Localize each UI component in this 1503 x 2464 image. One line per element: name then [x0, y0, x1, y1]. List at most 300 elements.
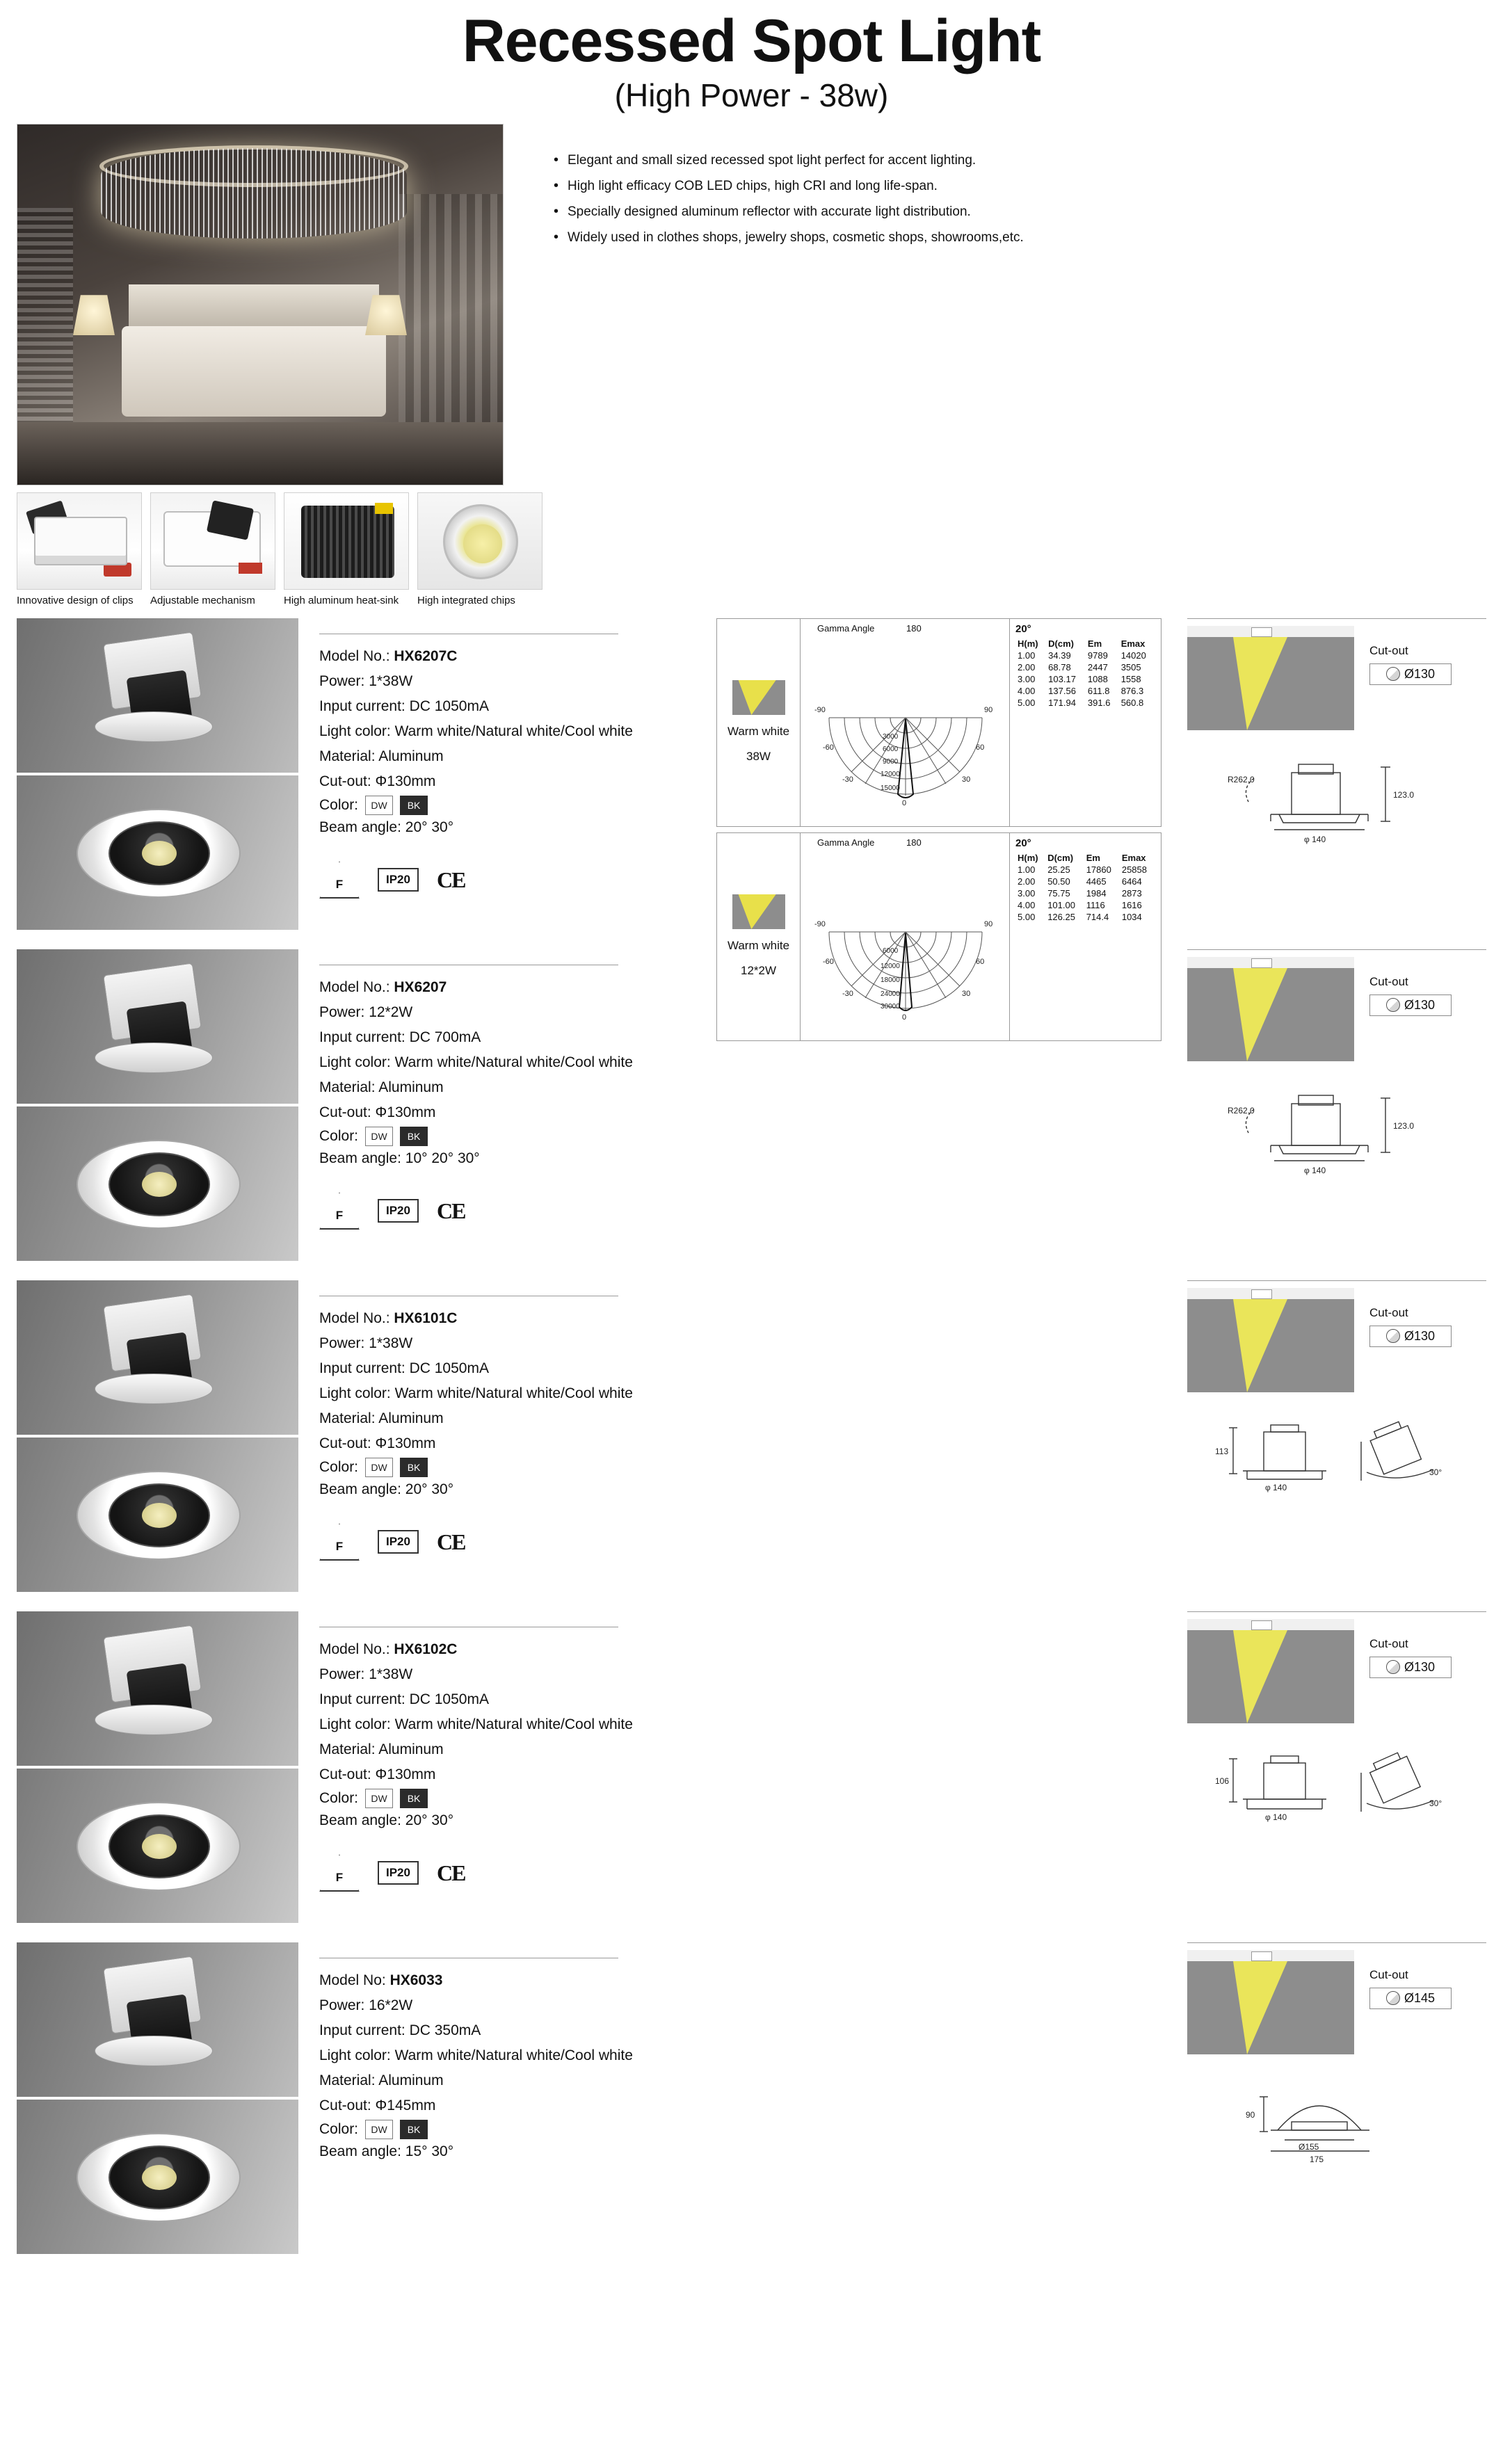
spec-beam-label: Beam angle: — [319, 1812, 401, 1829]
spec-beam-value: 20° 30° — [405, 819, 454, 836]
light-cone — [1233, 1630, 1287, 1723]
cell: 2873 — [1121, 887, 1142, 899]
fixture-illustration — [65, 1631, 239, 1746]
spec-power-value: 1*38W — [369, 1335, 413, 1351]
spec-current-value: DC 1050mA — [409, 1360, 489, 1376]
spec-color-label: Color: — [319, 1790, 359, 1807]
spec-power — [319, 1662, 660, 1687]
spec-current — [319, 2018, 660, 2043]
f-mark-icon: F — [319, 1192, 360, 1230]
led-chip — [142, 1834, 177, 1859]
ip-rating-badge: IP20 — [378, 1861, 419, 1885]
cell: 17860 — [1086, 864, 1111, 875]
ip-rating-badge: IP20 — [378, 868, 419, 892]
beam-diagram — [1187, 1280, 1486, 1412]
color-swatch-bk[interactable]: BK — [400, 1127, 428, 1146]
light-cone — [1233, 637, 1287, 730]
cutout-title: Cut-out — [1369, 1636, 1408, 1650]
spec-cutout-label: Cut-out: — [319, 773, 371, 790]
spec-model-value: HX6101C — [394, 1310, 458, 1326]
cutout-title: Cut-out — [1369, 974, 1408, 988]
gamma-180-label: 180 — [906, 837, 922, 848]
spec-material-value: Aluminum — [378, 1741, 444, 1757]
spec-cutout — [319, 1431, 660, 1456]
svg-text:R262.0: R262.0 — [1228, 1105, 1255, 1116]
product-photo-side — [17, 618, 298, 773]
spec-color-label: Color: — [319, 1128, 359, 1145]
color-swatch-dw[interactable]: DW — [365, 2120, 393, 2139]
color-swatch-dw[interactable]: DW — [365, 1458, 393, 1477]
svg-text:0: 0 — [902, 798, 907, 807]
spec-cutout — [319, 1762, 660, 1787]
product-photo-front — [17, 1769, 298, 1923]
accent-mark — [239, 563, 262, 574]
cell: 2.00 — [1018, 876, 1036, 887]
col-header: Emax — [1120, 638, 1146, 649]
col-header: Emax — [1121, 852, 1146, 863]
bullet-item: • Widely used in clothes shops, jewelry shops, cosmetic shops, showrooms,etc. — [552, 225, 1503, 250]
spec-power-value: 16*2W — [369, 1997, 413, 2013]
f-mark-icon: F — [319, 1854, 360, 1892]
product-photos — [17, 618, 298, 945]
cell: 4.00 — [1018, 899, 1036, 910]
beam-diagram — [1187, 949, 1486, 1081]
color-swatch-bk[interactable]: BK — [400, 796, 428, 815]
heatsink-fins — [301, 506, 394, 578]
svg-text:φ 140: φ 140 — [1304, 1165, 1326, 1175]
spec-cutout-value: Φ130mm — [375, 1435, 436, 1452]
light-cone — [1233, 968, 1287, 1061]
led-chip — [142, 841, 177, 866]
table-row — [1015, 864, 1155, 876]
cutout-title: Cut-out — [1369, 1967, 1408, 1981]
spec-current-value: DC 1050mA — [409, 1691, 489, 1707]
svg-text:-30: -30 — [842, 775, 853, 784]
spec-material-label: Material: — [319, 1079, 376, 1095]
spec-cutout-value: Φ130mm — [375, 1104, 436, 1121]
cell: 3505 — [1120, 661, 1141, 673]
spec-model-label: Model No.: — [319, 647, 390, 664]
cutout-hole-icon — [1386, 998, 1400, 1012]
table-row — [1015, 887, 1155, 899]
spec-cutout — [319, 769, 660, 794]
svg-text:90: 90 — [1246, 2109, 1255, 2120]
spec-material-value: Aluminum — [378, 1079, 444, 1095]
spec-current — [319, 694, 660, 719]
cell: 876.3 — [1120, 685, 1144, 696]
spec-lightcolor-value: Warm white/Natural white/Cool white — [394, 723, 633, 739]
spec-material-label: Material: — [319, 2072, 376, 2088]
spec-beam — [319, 2139, 660, 2164]
spec-color — [319, 2120, 660, 2139]
cutout-value-badge — [1369, 1326, 1452, 1347]
spec-material-value: Aluminum — [378, 2072, 444, 2088]
gamma-angle-label: Gamma Angle — [817, 837, 875, 848]
cell: 1088 — [1087, 673, 1108, 684]
svg-text:90: 90 — [984, 705, 993, 714]
chandelier-crystals — [101, 148, 407, 239]
cell: 714.4 — [1086, 911, 1109, 922]
cell: 1984 — [1086, 887, 1107, 899]
cob-chip-icon — [417, 492, 542, 590]
product-photos — [17, 1611, 298, 1938]
spec-lightcolor — [319, 1712, 660, 1737]
dimension-drawing — [1187, 1745, 1486, 1849]
gamma-180-label: 180 — [906, 622, 922, 634]
spec-lightcolor-value: Warm white/Natural white/Cool white — [394, 1054, 633, 1070]
svg-text:15000: 15000 — [881, 784, 900, 792]
svg-text:-30: -30 — [842, 989, 853, 998]
color-swatch-bk[interactable]: BK — [400, 1458, 428, 1477]
spec-model — [319, 644, 660, 669]
spec-power-label: Power: — [319, 1997, 365, 2013]
led-chip — [142, 1172, 177, 1197]
cell: 1616 — [1121, 899, 1142, 910]
svg-text:9000: 9000 — [883, 757, 899, 766]
cell: 6464 — [1121, 876, 1142, 887]
color-swatch-dw[interactable]: DW — [365, 1127, 393, 1146]
svg-text:φ 140: φ 140 — [1265, 1482, 1287, 1492]
cell: 3.00 — [1018, 673, 1036, 684]
svg-text:30°: 30° — [1429, 1798, 1442, 1808]
color-swatch-bk[interactable]: BK — [400, 2120, 428, 2139]
spec-cutout-value: Φ130mm — [375, 773, 436, 790]
spec-color — [319, 796, 660, 815]
accent-mark — [375, 503, 393, 514]
cutout-value-badge — [1369, 995, 1452, 1016]
bedside-lamp-left — [73, 295, 115, 335]
cell: 5.00 — [1018, 697, 1036, 708]
spec-cutout — [319, 1100, 660, 1125]
product-specs — [298, 1942, 660, 2269]
cutout-size: Ø130 — [1404, 1659, 1436, 1674]
cell: 68.78 — [1048, 661, 1071, 673]
dimension-drawing — [1187, 1414, 1486, 1518]
col-header: D(cm) — [1047, 852, 1074, 863]
table-row — [1015, 650, 1155, 661]
cutout-hole-icon — [1386, 1329, 1400, 1343]
spec-current — [319, 1356, 660, 1381]
ip-rating-badge: IP20 — [378, 1530, 419, 1554]
svg-text:6000: 6000 — [883, 745, 899, 753]
spec-color — [319, 1458, 660, 1477]
table-header-row — [1015, 852, 1155, 864]
cell: 611.8 — [1087, 685, 1110, 696]
spec-model — [319, 1306, 660, 1331]
svg-text:0: 0 — [902, 1013, 907, 1022]
spec-lightcolor-label: Light color: — [319, 1385, 391, 1401]
fixture-illustration — [65, 1962, 239, 2077]
spec-material — [319, 1406, 660, 1431]
fixture-trim-ring — [95, 1042, 213, 1073]
spec-material-label: Material: — [319, 1741, 376, 1757]
spec-lightcolor-value: Warm white/Natural white/Cool white — [394, 2047, 633, 2063]
table-row — [1015, 661, 1155, 673]
svg-text:12000: 12000 — [881, 962, 900, 970]
spec-beam — [319, 815, 660, 840]
certification-row — [319, 861, 660, 899]
cell: 1.00 — [1018, 864, 1036, 875]
spec-beam-value: 10° 20° 30° — [405, 1150, 480, 1167]
spec-current-label: Input current: — [319, 2022, 405, 2038]
cell: 50.50 — [1047, 876, 1070, 887]
svg-text:113: 113 — [1215, 1446, 1229, 1456]
spec-lightcolor-label: Light color: — [319, 1716, 391, 1732]
polar-diagram — [801, 619, 1009, 826]
fixture-illustration — [65, 1300, 239, 1415]
fixture-trim-ring — [95, 1705, 213, 1735]
table-row — [1015, 876, 1155, 887]
spec-current-label: Input current: — [319, 698, 405, 714]
spec-beam-value: 20° 30° — [405, 1481, 454, 1498]
cell: 103.17 — [1048, 673, 1076, 684]
feature-thumbnails — [0, 485, 1503, 608]
cell: 126.25 — [1047, 911, 1075, 922]
svg-text:φ 140: φ 140 — [1265, 1812, 1287, 1822]
product-photo-front — [17, 1106, 298, 1261]
svg-text:30: 30 — [962, 775, 971, 784]
light-cone — [1233, 1299, 1287, 1392]
spec-material — [319, 744, 660, 769]
fixture-trim-ring — [95, 1374, 213, 1404]
svg-text:24000: 24000 — [881, 990, 900, 998]
feature-caption: High integrated chips — [417, 595, 515, 607]
spec-beam — [319, 1477, 660, 1502]
spec-color-label: Color: — [319, 2121, 359, 2138]
spec-beam-label: Beam angle: — [319, 1481, 401, 1498]
cell: 2.00 — [1018, 661, 1036, 673]
spec-lightcolor — [319, 2043, 660, 2068]
beam-diagram — [1187, 1942, 1486, 2075]
product-photo-front — [17, 775, 298, 930]
table-row — [1015, 697, 1155, 709]
spec-power-label: Power: — [319, 1004, 365, 1020]
cutout-info — [1354, 1612, 1452, 1744]
svg-text:6000: 6000 — [883, 947, 899, 955]
cutout-hole-icon — [1386, 1991, 1400, 2005]
col-header: H(m) — [1018, 852, 1038, 863]
beam-and-dimension-diagrams — [1187, 618, 1486, 856]
fixture-symbol — [1251, 1951, 1272, 1961]
cell: 1034 — [1121, 911, 1142, 922]
beam-and-dimension-diagrams — [1187, 1611, 1486, 1849]
cell: 171.94 — [1048, 697, 1076, 708]
spec-model-value: HX6207C — [394, 647, 458, 664]
cell: 560.8 — [1120, 697, 1144, 708]
spec-current — [319, 1025, 660, 1050]
feature-item — [284, 492, 409, 608]
beam-illustration — [1187, 1950, 1354, 2054]
beam-and-dimension-diagrams — [1187, 1280, 1486, 1518]
beam-distribution-icon — [732, 680, 785, 715]
spec-cutout — [319, 2093, 660, 2118]
clip-part — [26, 501, 69, 535]
spec-material-label: Material: — [319, 748, 376, 764]
cutout-size: Ø145 — [1404, 1990, 1436, 2005]
led-chip — [142, 2165, 177, 2190]
svg-text:-90: -90 — [814, 919, 826, 928]
beam-illustration — [1187, 626, 1354, 730]
cutout-value-badge — [1369, 663, 1452, 685]
spec-current-label: Input current: — [319, 1360, 405, 1376]
fixture-symbol — [1251, 1620, 1272, 1630]
beam-distribution-icon — [732, 894, 785, 929]
spec-lightcolor — [319, 719, 660, 744]
product-photos — [17, 1942, 298, 2269]
col-header: Em — [1086, 852, 1100, 863]
svg-text:123.0: 123.0 — [1393, 789, 1415, 800]
spec-lightcolor-value: Warm white/Natural white/Cool white — [394, 1716, 633, 1732]
beam-illustration — [1187, 1288, 1354, 1392]
fixture-illustration — [65, 638, 239, 752]
spec-lightcolor — [319, 1050, 660, 1075]
light-cone — [1233, 1961, 1287, 2054]
hero-section — [0, 124, 1503, 485]
spec-power-value: 12*2W — [369, 1004, 413, 1020]
photometric-wattage: 12*2W — [740, 963, 777, 977]
spec-material-value: Aluminum — [378, 1410, 444, 1426]
spec-cutout-label: Cut-out: — [319, 2097, 371, 2114]
cell: 1116 — [1086, 899, 1105, 910]
product-photos — [17, 949, 298, 1276]
bullet-item: • High light efficacy COB LED chips, high CRI and long life-span. — [552, 173, 1503, 199]
feature-bullet-list — [504, 135, 1503, 250]
product-specs — [298, 618, 660, 945]
spec-material-label: Material: — [319, 1410, 376, 1426]
spec-power — [319, 669, 660, 694]
certification-row — [319, 1854, 660, 1892]
table-row — [1015, 685, 1155, 697]
cell: 25858 — [1121, 864, 1147, 875]
cell: 1.00 — [1018, 650, 1036, 661]
spec-current-value: DC 1050mA — [409, 698, 489, 714]
product-specs — [298, 949, 660, 1276]
adjustable-mechanism-icon — [150, 492, 275, 590]
spec-current-value: DC 700mA — [409, 1029, 481, 1045]
fixture-trim-ring — [95, 711, 213, 742]
svg-text:90: 90 — [984, 919, 993, 928]
ce-mark-icon: CE — [436, 1198, 465, 1223]
ce-mark-icon: CE — [436, 1860, 465, 1885]
spec-model — [319, 975, 660, 1000]
svg-text:R262.0: R262.0 — [1228, 774, 1255, 784]
cutout-info — [1354, 1943, 1452, 2075]
cutout-info — [1354, 1281, 1452, 1412]
ip-rating-badge: IP20 — [378, 1199, 419, 1223]
spec-lightcolor — [319, 1381, 660, 1406]
product-specs — [298, 1280, 660, 1607]
table-row — [1015, 899, 1155, 911]
spec-power-label: Power: — [319, 1666, 365, 1682]
spec-cutout-value: Φ130mm — [375, 1766, 436, 1783]
spec-material-value: Aluminum — [378, 748, 444, 764]
feature-item — [417, 492, 542, 608]
dimension-drawing — [1187, 752, 1486, 856]
spec-model — [319, 1968, 660, 1993]
cell: 3.00 — [1018, 887, 1036, 899]
svg-text:-90: -90 — [814, 705, 826, 714]
spec-current — [319, 1687, 660, 1712]
spec-beam-value: 15° 30° — [405, 2143, 454, 2160]
product-photo-side — [17, 1942, 298, 2097]
spec-model-label: Model No.: — [319, 1310, 390, 1326]
cutout-size: Ø130 — [1404, 1328, 1436, 1343]
cell: 4.00 — [1018, 685, 1036, 696]
ce-mark-icon: CE — [436, 1529, 465, 1554]
svg-text:12000: 12000 — [881, 770, 900, 778]
feature-caption: Adjustable mechanism — [150, 595, 255, 607]
bullet-item: • Elegant and small sized recessed spot light perfect for accent lighting. — [552, 147, 1503, 173]
color-swatch-dw[interactable]: DW — [365, 796, 393, 815]
photometric-name: Warm white — [727, 938, 790, 952]
svg-text:Ø155: Ø155 — [1299, 2141, 1319, 2152]
feature-item — [150, 492, 275, 608]
product-rows — [0, 618, 1503, 2269]
cell: 101.00 — [1047, 899, 1075, 910]
dimension-drawing — [1187, 1083, 1486, 1187]
table-row — [1015, 673, 1155, 685]
led-chip — [142, 1503, 177, 1528]
color-swatch-bk[interactable]: BK — [400, 1789, 428, 1808]
product-row-hx6101c — [0, 1280, 1503, 1607]
table-row — [1015, 911, 1155, 923]
heat-sink-icon — [284, 492, 409, 590]
spec-power-label: Power: — [319, 673, 365, 689]
product-row-hx6033 — [0, 1942, 1503, 2269]
color-swatch-dw[interactable]: DW — [365, 1789, 393, 1808]
table-header-row — [1015, 638, 1155, 650]
photometric-wattage: 38W — [746, 749, 771, 763]
spec-material — [319, 2068, 660, 2093]
fixture-symbol — [1251, 627, 1272, 637]
bullet-item: • Specially designed aluminum reflector with accurate light distribution. — [552, 199, 1503, 225]
spec-model-label: Model No: — [319, 1972, 386, 1988]
beam-angle-value: 20° — [1015, 837, 1031, 849]
floor — [17, 422, 503, 485]
product-photo-side — [17, 1611, 298, 1766]
cell: 4465 — [1086, 876, 1107, 887]
product-photo-side — [17, 1280, 298, 1435]
gamma-angle-label: Gamma Angle — [817, 622, 875, 634]
spec-power-value: 1*38W — [369, 673, 413, 689]
spec-lightcolor-label: Light color: — [319, 1054, 391, 1070]
cell: 25.25 — [1047, 864, 1070, 875]
bed — [122, 326, 386, 417]
svg-text:175: 175 — [1310, 2154, 1324, 2164]
spec-material — [319, 1737, 660, 1762]
cutout-title: Cut-out — [1369, 643, 1408, 657]
cutout-info — [1354, 950, 1452, 1081]
spec-cutout-label: Cut-out: — [319, 1766, 371, 1783]
spec-lightcolor-value: Warm white/Natural white/Cool white — [394, 1385, 633, 1401]
dimension-drawing — [1187, 2076, 1486, 2180]
interior-scene-photo — [17, 124, 504, 485]
spec-model-value: HX6033 — [389, 1972, 443, 1988]
feature-item — [17, 492, 142, 608]
spec-model-value: HX6102C — [394, 1641, 458, 1657]
col-header: D(cm) — [1048, 638, 1074, 649]
spec-color-label: Color: — [319, 797, 359, 814]
beam-and-dimension-diagrams — [1187, 1942, 1486, 2180]
spec-lightcolor-label: Light color: — [319, 2047, 391, 2063]
cell: 34.39 — [1048, 650, 1071, 661]
spec-color — [319, 1127, 660, 1146]
ce-mark-icon: CE — [436, 867, 465, 892]
photometric-table — [1009, 619, 1161, 826]
svg-text:3000: 3000 — [883, 732, 899, 741]
photometric-name: Warm white — [727, 724, 790, 738]
fixture-symbol — [1251, 1289, 1272, 1299]
